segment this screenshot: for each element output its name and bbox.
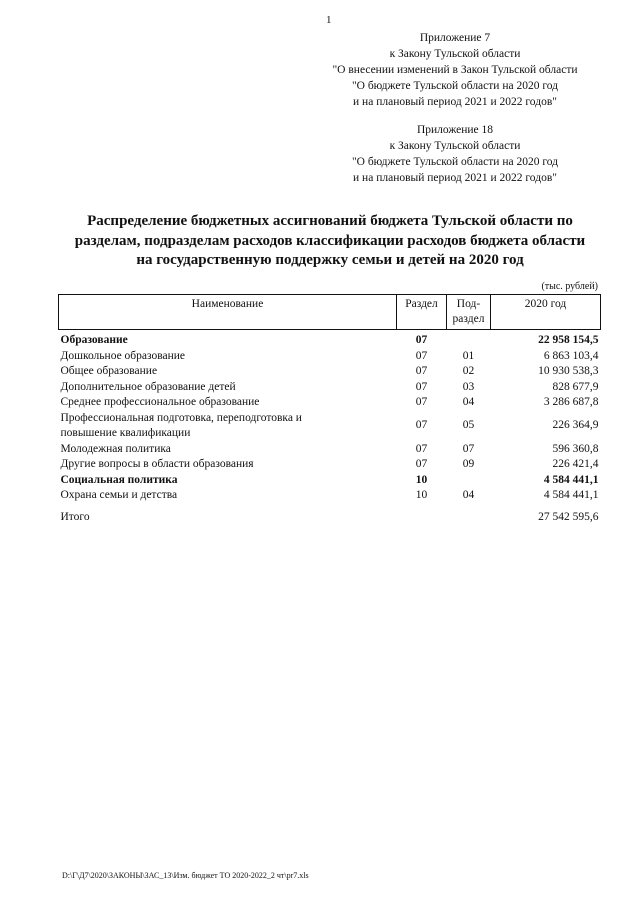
row-subsection: 03: [462, 380, 475, 393]
appendix-line: "О бюджете Тульской области на 2020 год: [351, 80, 559, 92]
row-name: Молодежная политика: [60, 442, 171, 455]
row-amount: 4 584 441,1: [543, 473, 599, 486]
appendix-line: "О бюджете Тульской области на 2020 год: [351, 156, 559, 168]
header-subsection-line: раздел: [452, 313, 485, 325]
row-amount: 22 958 154,5: [538, 334, 599, 346]
appendix-18-header: [300, 122, 610, 186]
row-name: Другие вопросы в области образования: [60, 458, 254, 470]
row-section: 07: [415, 380, 428, 393]
row-name: Охрана семьи и детства: [60, 489, 178, 501]
row-subsection: 01: [462, 349, 475, 362]
header-section: Раздел: [397, 295, 447, 330]
title-line: Распределение бюджетных ассигнований бюджета Тульской области по: [87, 213, 573, 229]
row-subsection: 09: [462, 458, 475, 470]
row-name: Социальная политика: [60, 473, 178, 486]
row-section: 07: [415, 442, 428, 455]
row-subsection: [447, 473, 491, 489]
units-label: (тыс. рублей): [541, 281, 598, 292]
row-amount: 10 930 538,3: [538, 365, 599, 377]
total-row: [59, 504, 601, 526]
row-name-line: повышение квалификации: [60, 427, 191, 439]
row-amount: 6 863 103,4: [543, 349, 599, 362]
file-path-footer: D:\Г\Д7\2020\ЗАКОНЫ\ЗАС_13\Изм. бюджет ТО 2020-2022_2 чт\pr7.xls: [62, 871, 309, 880]
table-row: [59, 349, 601, 365]
table-header-row: [59, 295, 601, 330]
table-row: [59, 330, 601, 349]
row-section: 07: [415, 334, 428, 346]
row-name: Среднее профессиональное образование: [60, 396, 260, 408]
header-name: Наименование: [59, 295, 397, 330]
row-section: 07: [415, 458, 428, 470]
table-row: [59, 488, 601, 504]
table-row: [59, 395, 601, 411]
row-section: 07: [415, 349, 428, 362]
row-name: [59, 411, 397, 442]
table-row: [59, 442, 601, 458]
table-row: [59, 457, 601, 473]
row-amount: 596 360,8: [552, 442, 599, 455]
row-subsection: 02: [462, 365, 475, 377]
row-section: 07: [415, 396, 428, 408]
row-section: 07: [415, 419, 428, 432]
appendix-line: Приложение 18: [416, 124, 494, 136]
appendix-line: и на плановый период 2021 и 2022 годов": [353, 172, 557, 184]
total-amount: 27 542 595,6: [538, 510, 599, 523]
row-subsection: [447, 330, 491, 349]
appendix-line: Приложение 7: [419, 32, 491, 44]
row-subsection: 04: [462, 489, 475, 501]
row-subsection: 04: [462, 396, 475, 408]
row-amount: 226 364,9: [552, 419, 599, 432]
row-name: Дополнительное образование детей: [60, 380, 236, 393]
appendix-line: к Закону Тульской области: [389, 140, 521, 152]
header-year: 2020 год: [491, 295, 601, 330]
table-row: [59, 364, 601, 380]
page-number: 1: [326, 14, 332, 26]
document-title: [60, 212, 600, 271]
row-amount: 828 677,9: [552, 380, 599, 393]
row-name-line: Профессиональная подготовка, переподготовка и: [60, 411, 302, 424]
row-section: 10: [415, 489, 428, 501]
appendix-line: к Закону Тульской области: [389, 48, 521, 60]
table-row: [59, 380, 601, 396]
row-amount: 4 584 441,1: [543, 489, 599, 501]
row-name: Общее образование: [60, 365, 158, 377]
row-name: Образование: [60, 334, 128, 346]
table-row: [59, 411, 601, 442]
row-amount: 3 286 687,8: [543, 396, 599, 408]
row-section: 07: [415, 365, 428, 377]
header-subsection-line: Под-: [456, 298, 481, 310]
title-line: разделам, подразделам расходов классификации расходов бюджета области: [74, 232, 586, 249]
row-subsection: 07: [462, 442, 475, 455]
header-subsection: [447, 295, 491, 330]
row-subsection: 05: [462, 419, 475, 432]
appendix-7-header: [300, 30, 610, 110]
budget-table: [58, 294, 601, 525]
row-section: 10: [415, 473, 428, 486]
title-line: на государственную поддержку семьи и детей на 2020 год: [136, 252, 524, 268]
row-amount: 226 421,4: [552, 458, 599, 470]
row-name: Дошкольное образование: [60, 349, 186, 362]
table-row: [59, 473, 601, 489]
total-label: Итого: [60, 510, 90, 523]
appendix-line: "О внесении изменений в Закон Тульской области: [332, 64, 578, 76]
appendix-line: и на плановый период 2021 и 2022 годов": [353, 96, 557, 108]
